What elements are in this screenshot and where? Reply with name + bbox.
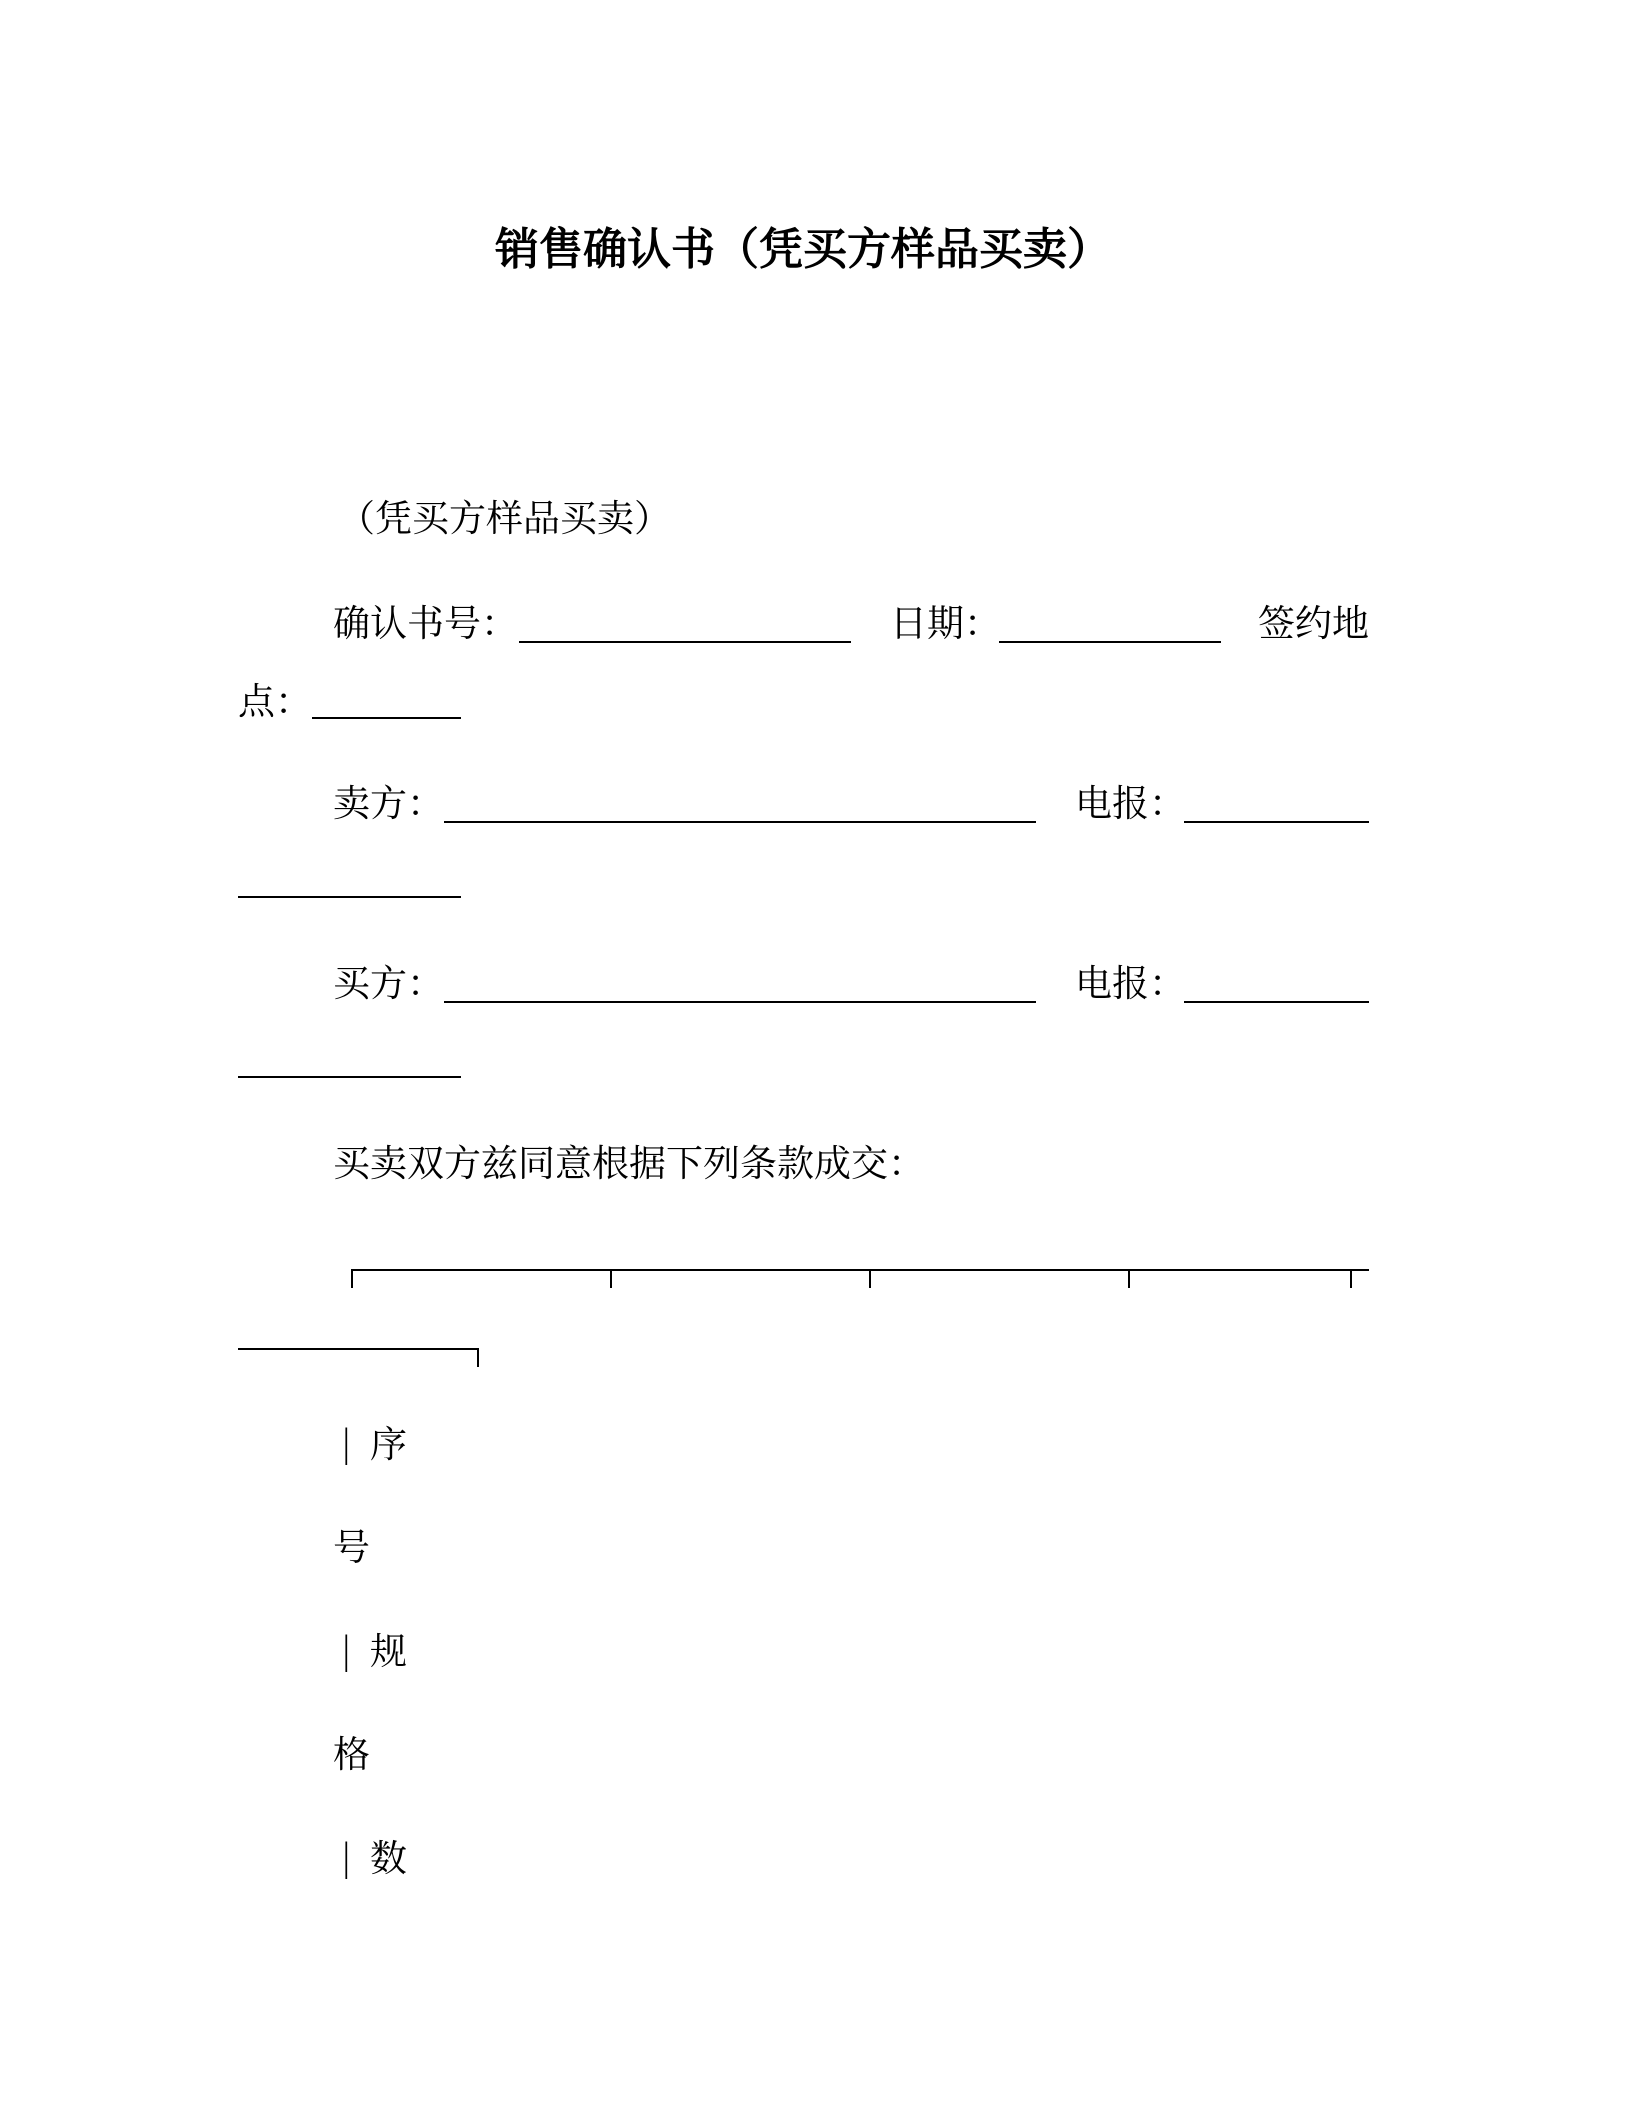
column-header-char: 数 bbox=[370, 1837, 407, 1880]
document-subtitle: （凭买方样品买卖） bbox=[338, 497, 671, 540]
seller-field[interactable] bbox=[444, 821, 1036, 823]
confirmation-no-label: 确认书号： bbox=[333, 602, 518, 645]
agreement-text: 买卖双方兹同意根据下列条款成交： bbox=[333, 1142, 925, 1185]
buyer-telegraph-field-cont[interactable] bbox=[238, 1076, 461, 1078]
seller-telegraph-field[interactable] bbox=[1184, 821, 1369, 823]
document-title: 销售确认书（凭买方样品买卖） bbox=[495, 224, 1111, 275]
seller-telegraph-label: 电报： bbox=[1075, 782, 1186, 825]
date-field[interactable] bbox=[999, 641, 1221, 643]
column-header-char: 序 bbox=[370, 1423, 407, 1466]
column-header-char: 规 bbox=[370, 1630, 407, 1673]
signing-place-label-cont: 点： bbox=[238, 680, 312, 723]
table-pipe: | bbox=[340, 1422, 353, 1465]
signing-place-label: 签约地 bbox=[1258, 602, 1369, 645]
signing-place-field[interactable] bbox=[312, 717, 461, 719]
column-header-char: 号 bbox=[333, 1526, 370, 1569]
buyer-field[interactable] bbox=[444, 1001, 1036, 1003]
buyer-telegraph-field[interactable] bbox=[1184, 1001, 1369, 1003]
date-label: 日期： bbox=[890, 602, 1001, 645]
buyer-telegraph-label: 电报： bbox=[1075, 962, 1186, 1005]
column-header-char: 格 bbox=[333, 1733, 370, 1776]
confirmation-no-field[interactable] bbox=[519, 641, 851, 643]
table-pipe: | bbox=[340, 1836, 353, 1879]
table-pipe: | bbox=[340, 1629, 353, 1672]
seller-telegraph-field-cont[interactable] bbox=[238, 896, 461, 898]
buyer-label: 买方： bbox=[333, 962, 444, 1005]
seller-label: 卖方： bbox=[333, 782, 444, 825]
